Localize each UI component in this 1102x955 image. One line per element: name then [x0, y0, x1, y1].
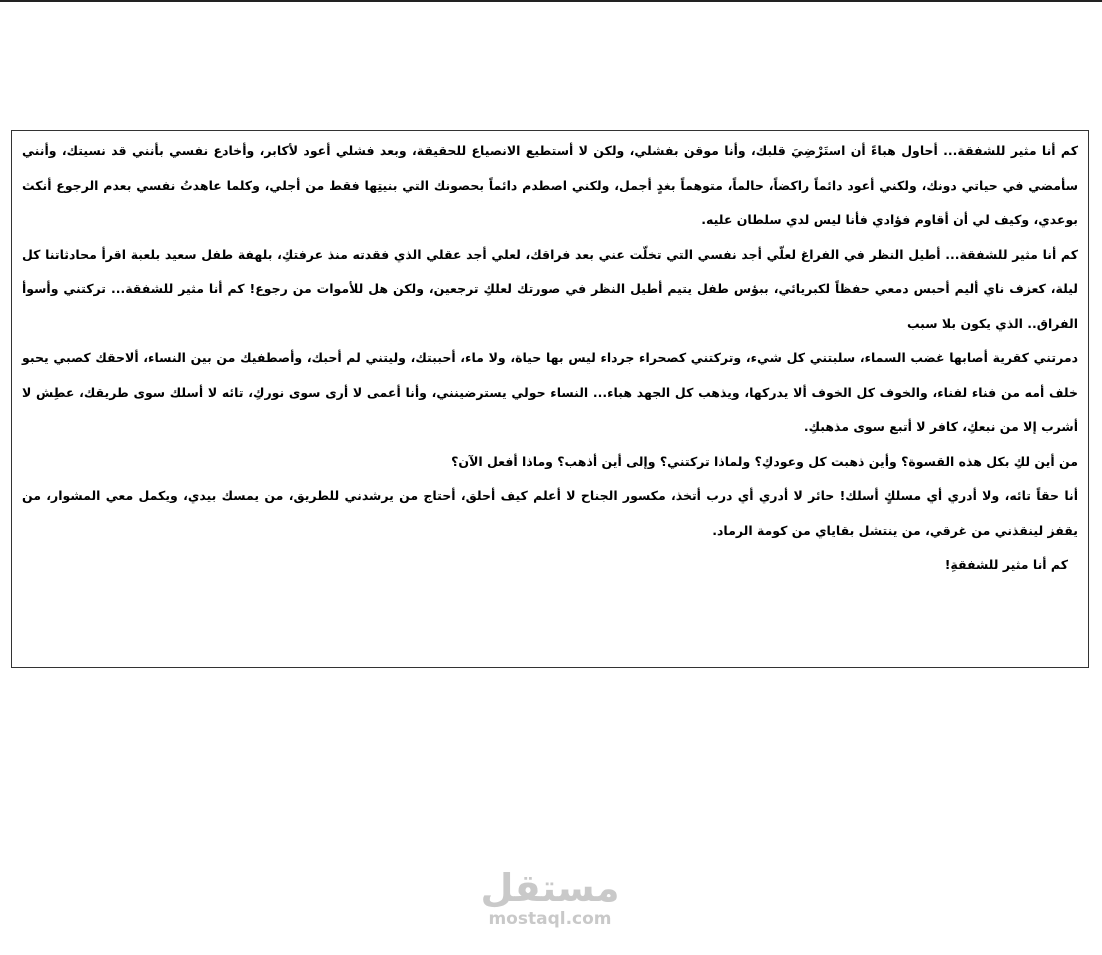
watermark-logo [480, 866, 620, 928]
watermark-arabic: مستقل [480, 866, 620, 910]
text-box [11, 130, 1089, 668]
paragraph-1: كم أنا مثير للشفقة... أحاول هباءً أن استَرْضِيَ قلبك، وأنا موقن بفشلي، ولكن لا أستطيع الانصياع للحقيقة، وبعد فشلي أعود لأكابر، وأخادع نفسي بأنني قد نسيتك، وأنني سأمضي في حياتي دونك، ولكني أعود دائماً راكضاً، حالماً، متوهماً بغدٍ أجمل، ولكني اصطدم دائماً بحصونك التي بنيتِها فقط من أجلي، وكلما عاهدتُ نفسي بعدم الرجوع أنكث بوعدي، وكيف لي أن أقاوم فؤادي فأنا ليس لدي سلطان عليه. [22, 143, 1078, 227]
paragraph-2: كم أنا مثير للشفقة... أطيل النظر في الفراغ لعلّي أجد نفسي التي تخلّت عني بعد فراقك، لعلي أجد عقلي الذي فقدته منذ عرفتكِ، بلهفة طفل سعيد بلعبة اقرأ محادثاتنا كل ليلة، كعزف ناي أليم أحبس دمعي حفظاً لكبريائي، ببؤس طفل يتيم أطيل النظر في صورتك لعلكِ ترجعين، ولكن هل للأموات من رجوع! كم أنا مثير للشفقة... تركتني وأسوأ الفراق.. الذي يكون بلا سبب [22, 246, 1078, 331]
top-rule [0, 0, 1102, 2]
paragraph-4: من أين لكِ بكل هذه القسوة؟ وأين ذهبت كل وعودكِ؟ ولماذا تركتني؟ وإلى أين أذهب؟ وماذا أفعل الآن؟ [451, 453, 1078, 469]
watermark-latin: mostaql.com [488, 909, 612, 929]
paragraph-5: أنا حقاً تائه، ولا أدري أي مسلكٍ أسلك! حائر لا أدري أي درب أتخذ، مكسور الجناح لا أعلم كيف أحلق، أحتاج من يرشدني للطريق، من يمسك بيدي، ويكمل معي المشوار، من يقفز لينقذني من غرقي، من ينتشل بقاياي من كومة الرماد. [22, 488, 1078, 538]
paragraph-3: دمرتني كقرية أصابها غضب السماء، سلبتني كل شيء، وتركتني كصحراء جرداء ليس بها حياة، ولا ماء، أحببتك، وليتني لم أحبك، وأصطفيك من بين النساء، ألاحقك كصبي يحبو خلف أمه من فناء لفناء، والخوف كل الخوف ألا يدركها، ويذهب كل الجهد هباء... النساء حولي يسترضينني، وأنا أعمى لا أرى سوى نوركِ، تائه لا أسلك سوى طريقك، عطِش لا أشرب إلا من نبعكِ، كافر لا أتبع سوى مذهبكِ. [22, 350, 1078, 434]
paragraph-6: كم أنا مثير للشفقةِ! [944, 557, 1068, 572]
